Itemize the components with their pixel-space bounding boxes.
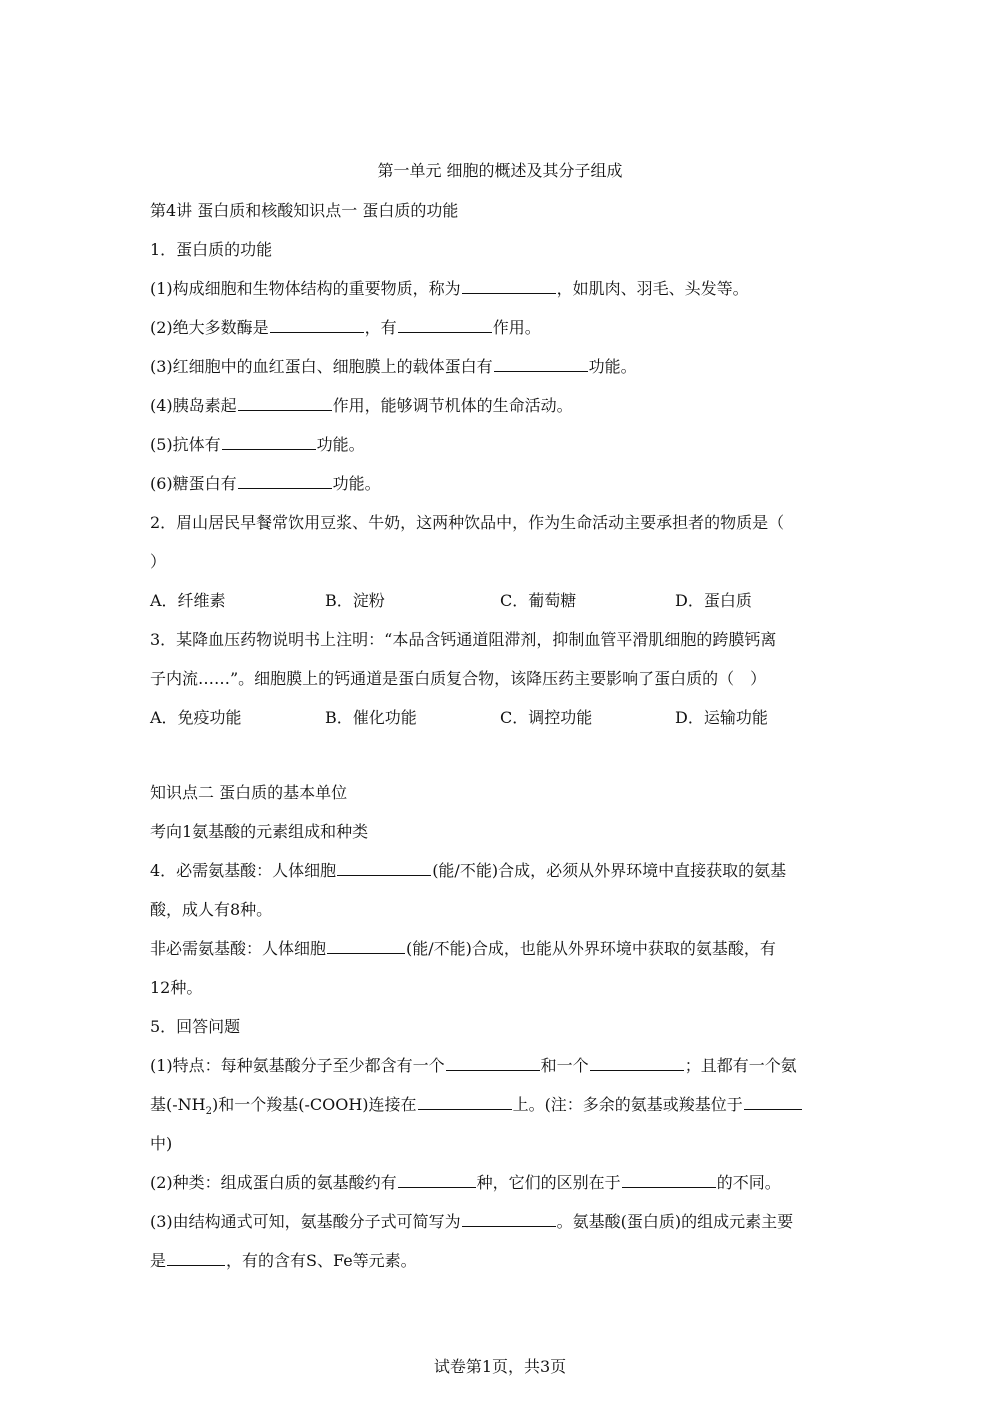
q5-line-6: 是 ，有的含有S、Fe等元素。	[150, 1251, 417, 1270]
q1-item-2: (2)绝大多数酶是 ，有 作用。	[150, 318, 541, 337]
fill-blank[interactable]	[398, 1172, 476, 1188]
fill-blank[interactable]	[622, 1172, 716, 1188]
q4-line-4: 12种。	[150, 978, 203, 997]
fill-blank[interactable]	[744, 1094, 802, 1110]
q5-line-3: 中)	[150, 1134, 173, 1153]
fill-blank[interactable]	[462, 1211, 556, 1227]
option-b[interactable]: B．淀粉	[325, 591, 385, 610]
q5-line-2: 基$(-NH_2)$和一个羧基(-COOH)连接在 上。(注：多余的氨基或羧基位于	[150, 1094, 860, 1123]
fill-blank[interactable]	[238, 473, 332, 489]
q4-line-1: 4．必需氨基酸：人体细胞 (能/不能)合成，必须从外界环境中直接获取的氨基	[150, 861, 787, 880]
q3-stem-cont: 子内流……”。细胞膜上的钙通道是蛋白质复合物，该降压药主要影响了蛋白质的（ ）	[150, 669, 767, 688]
q4-line-2: 酸，成人有8种。	[150, 900, 273, 919]
q2-stem-end: ）	[150, 552, 167, 571]
fill-blank[interactable]	[446, 1055, 540, 1071]
fill-blank[interactable]	[270, 317, 364, 333]
q1-item-5: (5)抗体有 功能。	[150, 435, 365, 454]
option-c[interactable]: C．葡萄糖	[500, 591, 577, 610]
option-a[interactable]: A．纤维素	[150, 591, 226, 610]
fill-blank[interactable]	[590, 1055, 684, 1071]
q2-options	[150, 590, 860, 612]
q3-options	[150, 707, 860, 729]
q5-line-1: (1)特点：每种氨基酸分子至少都含有一个 和一个 ；且都有一个氨	[150, 1056, 797, 1075]
fill-blank[interactable]	[337, 860, 431, 876]
q3-stem: 3．某降血压药物说明书上注明：“本品含钙通道阻滞剂，抑制血管平滑肌细胞的跨膜钙离	[150, 630, 777, 649]
q5-heading: 5．回答问题	[150, 1017, 241, 1036]
q2-stem: 2．眉山居民早餐常饮用豆浆、牛奶，这两种饮品中，作为生命活动主要承担者的物质是（	[150, 513, 785, 532]
fill-blank[interactable]	[418, 1094, 512, 1110]
fill-blank[interactable]	[462, 278, 556, 294]
q1-item-3: (3)红细胞中的血红蛋白、细胞膜上的载体蛋白有 功能。	[150, 357, 637, 376]
q5-line-5: (3)由结构通式可知，氨基酸分子式可简写为 。氨基酸(蛋白质)的组成元素主要	[150, 1212, 794, 1231]
section2-subheading: 考向1氨基酸的元素组成和种类	[150, 822, 369, 841]
option-c[interactable]: C．调控功能	[500, 708, 593, 727]
option-b[interactable]: B．催化功能	[325, 708, 417, 727]
fill-blank[interactable]	[398, 317, 492, 333]
page-footer: 试卷第1页，共3页	[433, 1357, 567, 1376]
fill-blank[interactable]	[167, 1250, 225, 1266]
q5-line-4: (2)种类：组成蛋白质的氨基酸约有 种，它们的区别在于 的不同。	[150, 1173, 781, 1192]
q1-item-6: (6)糖蛋白有 功能。	[150, 474, 381, 493]
fill-blank[interactable]	[238, 395, 332, 411]
option-a[interactable]: A．免疫功能	[150, 708, 242, 727]
q1-heading: 1．蛋白质的功能	[150, 240, 273, 259]
q1-item-1: (1)构成细胞和生物体结构的重要物质，称为 ，如肌肉、羽毛、头发等。	[150, 279, 749, 298]
q4-line-3: 非必需氨基酸：人体细胞 (能/不能)合成，也能从外界环境中获取的氨基酸，有	[150, 939, 776, 958]
q1-item-4: (4)胰岛素起 作用，能够调节机体的生命活动。	[150, 396, 573, 415]
fill-blank[interactable]	[494, 356, 588, 372]
unit-title: 第一单元 细胞的概述及其分子组成	[377, 161, 623, 180]
option-d[interactable]: D．蛋白质	[675, 591, 752, 610]
lecture-heading: 第4讲 蛋白质和核酸知识点一 蛋白质的功能	[150, 201, 459, 220]
option-d[interactable]: D．运输功能	[675, 708, 768, 727]
fill-blank[interactable]	[222, 434, 316, 450]
section2-heading: 知识点二 蛋白质的基本单位	[150, 783, 348, 802]
fill-blank[interactable]	[327, 938, 405, 954]
